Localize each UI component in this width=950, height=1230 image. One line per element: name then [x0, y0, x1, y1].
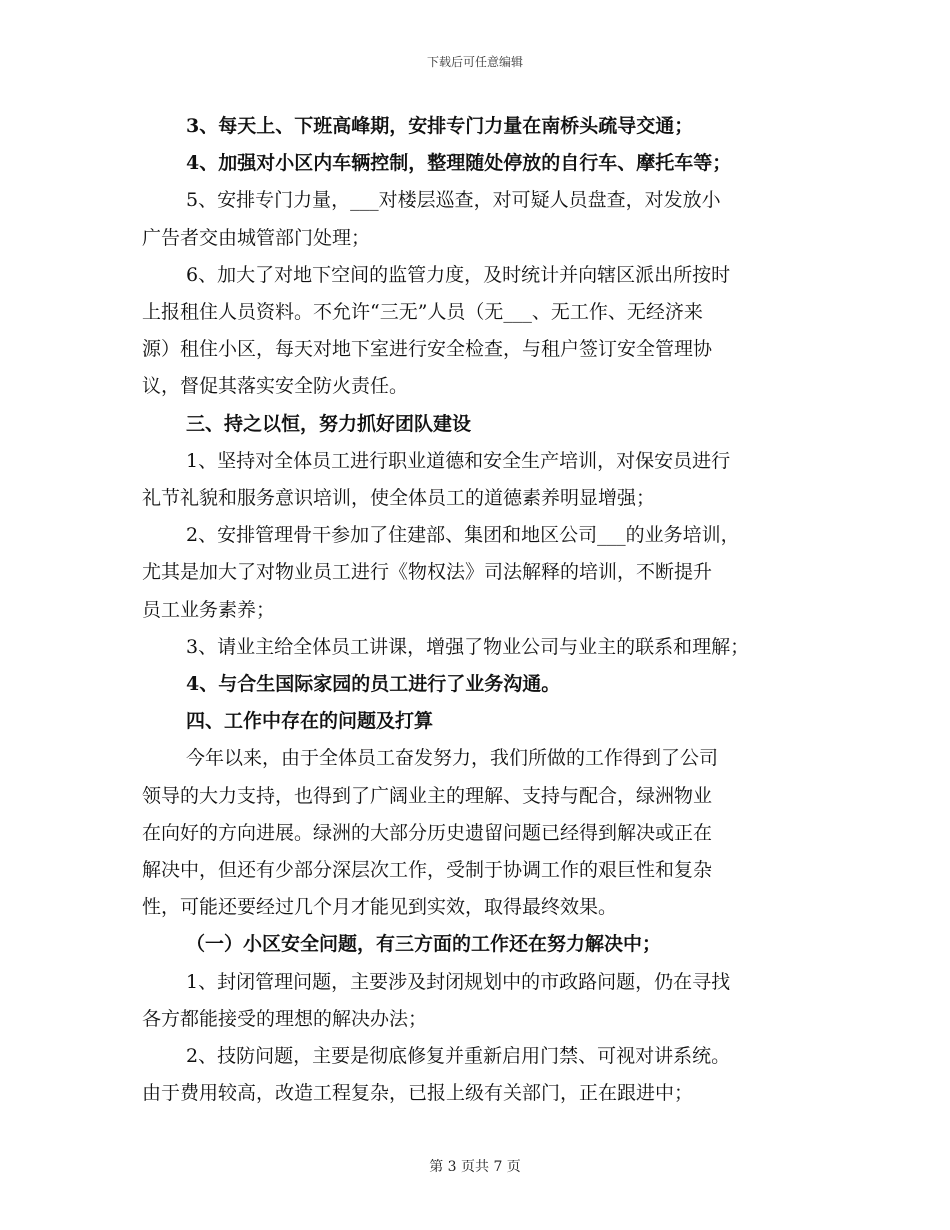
heading-line: （一）小区安全问题，有三方面的工作还在努力解决中；	[186, 933, 662, 956]
heading-line: 四、工作中存在的问题及打算	[186, 710, 434, 733]
text-line: 6、加大了对地下空间的监管力度，及时统计并向辖区派出所按时	[186, 263, 731, 286]
text-line: 1、坚持对全体员工进行职业道德和安全生产培训，对保安员进行	[186, 449, 731, 472]
text-line: 领导的大力支持，也得到了广阔业主的理解、支持与配合，绿洲物业	[142, 784, 713, 807]
text-line: 5、安排专门力量，___对楼层巡查，对可疑人员盘查，对发放小	[186, 189, 721, 212]
text-line: 1、封闭管理问题，主要涉及封闭规划中的市政路问题，仍在寻找	[186, 970, 731, 993]
text-line: 源）租住小区，每天对地下室进行安全检查，与租户签订安全管理协	[142, 338, 713, 361]
heading-line: 4、加强对小区内车辆控制，整理随处停放的自行车、摩托车等；	[186, 152, 732, 175]
page-footer: 第 3 页共 7 页	[429, 1159, 521, 1175]
text-line: 尤其是加大了对物业员工进行《物权法》司法解释的培训，不断提升	[142, 561, 713, 584]
text-line: 礼节礼貌和服务意识培训，使全体员工的道德素养明显增强；	[142, 487, 656, 510]
page-header: 下载后可任意编辑	[426, 55, 523, 69]
text-line: 3、请业主给全体员工讲课，增强了物业公司与业主的联系和理解；	[186, 635, 750, 658]
text-line: 2、安排管理骨干参加了住建部、集团和地区公司___的业务培训，	[186, 524, 740, 547]
text-line: 各方都能接受的理想的解决办法；	[142, 1007, 428, 1030]
text-line: 性，可能还要经过几个月才能见到实效，取得最终效果。	[142, 896, 618, 919]
text-line: 2、技防问题，主要是彻底修复并重新启用门禁、可视对讲系统。	[186, 1045, 731, 1068]
document-body	[142, 108, 822, 1112]
text-line: 广告者交由城管部门处理；	[142, 226, 371, 249]
heading-line: 3、每天上、下班高峰期，安排专门力量在南桥头疏导交通；	[186, 115, 694, 137]
text-line: 在向好的方向进展。绿洲的大部分历史遗留问题已经得到解决或正在	[142, 821, 713, 844]
text-line: 议，督促其落实安全防火责任。	[142, 375, 409, 398]
text-line: 解决中，但还有少部分深层次工作，受制于协调工作的艰巨性和复杂	[142, 859, 713, 882]
text-line: 上报租住人员资料。不允许“三无”人员（无___、无工作、无经济来	[142, 301, 703, 324]
text-line: 今年以来，由于全体员工奋发努力，我们所做的工作得到了公司	[186, 747, 719, 770]
text-line: 由于费用较高，改造工程复杂，已报上级有关部门，正在跟进中；	[142, 1082, 694, 1105]
heading-line: 三、持之以恒，努力抓好团队建设	[186, 412, 472, 435]
text-line: 员工业务素养；	[142, 598, 276, 621]
heading-line: 4、与合生国际家园的员工进行了业务沟通。	[186, 673, 561, 696]
